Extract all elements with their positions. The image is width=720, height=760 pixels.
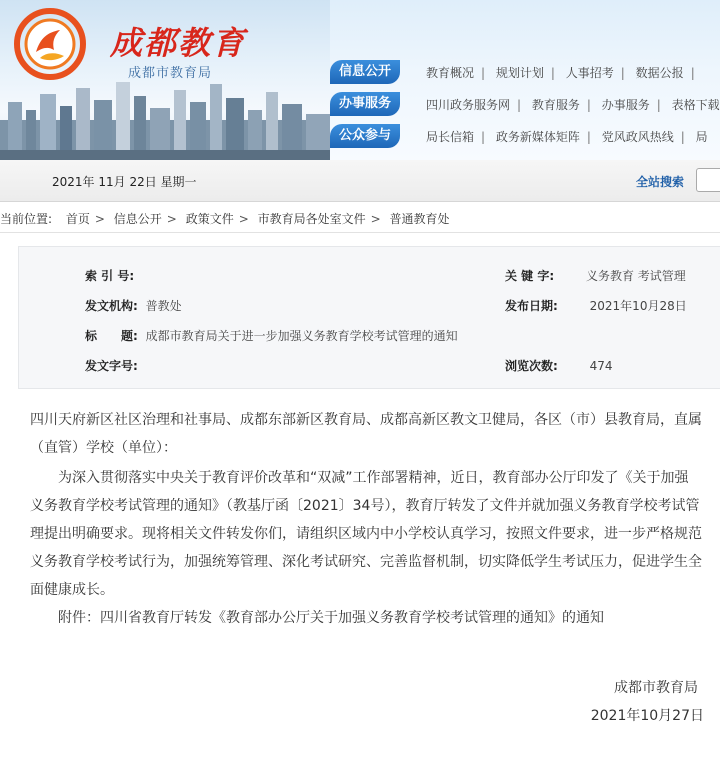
nav-link[interactable]: 数据公报	[635, 66, 684, 80]
nav-link[interactable]: 政务新媒体矩阵	[495, 130, 580, 144]
meta-value: 普教处	[145, 299, 182, 313]
meta-label: 关 键 字:	[505, 269, 555, 283]
meta-issuer	[85, 297, 182, 314]
article-paragraph: 为深入贯彻落实中央关于教育评价改革和“双减”工作部署精神，近日，教育部办公厅印发了《关于加强义务教育学校考试管理的通知》（教基厅函〔2021〕34号），教育厅转发了文件并就加强义务教育学校考试管理提出明确要求。现将相关文件转发你们，请组织区域内中小学校认真学习，按照文件要求，进一步严格规范义务教育学校考试行为，加强统筹管理、深化考试研究、完善监督机制，切实降低学生考试压力，促进学生全面健康成长。	[30, 470, 702, 598]
article-signature: 成都市教育局	[614, 680, 698, 696]
site-title[interactable]: 成都教育	[110, 24, 247, 62]
meta-view-count	[505, 357, 613, 374]
nav-link[interactable]: 局长信箱	[426, 130, 475, 144]
meta-value: 474	[589, 359, 613, 373]
site-header	[0, 0, 720, 160]
nav-link[interactable]: 局	[695, 130, 708, 144]
breadcrumb-item[interactable]: 政策文件	[185, 212, 234, 226]
meta-publish-date	[505, 297, 687, 314]
breadcrumb-item[interactable]: 市教育局各处室文件	[257, 212, 366, 226]
site-subtitle: 成都市教育局	[128, 66, 213, 81]
nav-link[interactable]: 党风政风热线	[601, 130, 674, 144]
meta-label: 标 题:	[85, 329, 138, 343]
breadcrumb-item[interactable]: 普通教育处	[389, 212, 450, 226]
article-body	[30, 406, 702, 632]
meta-index-number	[85, 267, 134, 284]
meta-label: 浏览次数:	[505, 359, 558, 373]
meta-label: 发文机构:	[85, 299, 138, 313]
nav-row-info	[330, 60, 720, 90]
article-recipients: 四川天府新区社区治理和社事局、成都东部新区教育局、成都高新区教文卫健局，各区（市）县教育局，直属（直管）学校（单位）：	[30, 412, 702, 456]
breadcrumb-item[interactable]: 信息公开	[113, 212, 162, 226]
nav-tag-participation[interactable]: 公众参与	[330, 124, 400, 148]
meta-label: 发布日期:	[505, 299, 558, 313]
current-date: 2021年 11月 22日 星期一	[52, 175, 197, 189]
date-search-bar	[0, 160, 720, 202]
logo-emblem-icon	[14, 8, 86, 80]
breadcrumb: 当前位置: 首页 > 信息公开 > 政策文件 > 市教育局各处室文件 > 普通教育处	[0, 212, 450, 226]
nav-link[interactable]: 教育概况	[426, 66, 475, 80]
article-sign-date: 2021年10月27日	[590, 708, 704, 724]
document-meta-box	[18, 246, 720, 389]
nav-link[interactable]: 办事服务	[601, 98, 650, 112]
nav-links-participation: 局长信箱 | 政务新媒体矩阵 | 党风政风热线 | 局	[426, 130, 708, 144]
breadcrumb-item[interactable]: 首页	[65, 212, 90, 226]
meta-value: 2021年10月28日	[589, 299, 687, 313]
nav-link[interactable]: 人事招考	[565, 66, 614, 80]
nav-row-participation	[330, 124, 720, 154]
meta-label: 索 引 号:	[85, 269, 135, 283]
site-search-label[interactable]: 全站搜索	[636, 175, 685, 189]
meta-title	[85, 327, 458, 344]
meta-keywords	[505, 267, 686, 284]
site-search-input[interactable]	[696, 168, 720, 192]
nav-tag-info-public[interactable]: 信息公开	[330, 60, 400, 84]
meta-value: 成都市教育局关于进一步加强义务教育学校考试管理的通知	[145, 329, 458, 343]
meta-doc-number	[85, 357, 138, 374]
nav-link[interactable]: 表格下载	[671, 98, 720, 112]
breadcrumb-prefix: 当前位置:	[0, 212, 53, 226]
breadcrumb-divider	[0, 232, 720, 233]
meta-label: 发文字号:	[85, 359, 138, 373]
meta-value: 义务教育 考试管理	[585, 269, 686, 283]
city-skyline-image	[0, 80, 330, 160]
nav-link[interactable]: 规划计划	[495, 66, 544, 80]
nav-tag-services[interactable]: 办事服务	[330, 92, 400, 116]
nav-row-services	[330, 92, 720, 122]
site-logo[interactable]	[14, 8, 86, 80]
nav-link[interactable]: 四川政务服务网	[426, 98, 511, 112]
article-attachment[interactable]: 附件：四川省教育厅转发《教育部办公厅关于加强义务教育学校考试管理的通知》的通知	[58, 610, 604, 626]
nav-links-info: 教育概况 | 规划计划 | 人事招考 | 数据公报 |	[426, 66, 695, 80]
nav-links-services: 四川政务服务网 | 教育服务 | 办事服务 | 表格下载	[426, 98, 720, 112]
nav-link[interactable]: 教育服务	[531, 98, 580, 112]
